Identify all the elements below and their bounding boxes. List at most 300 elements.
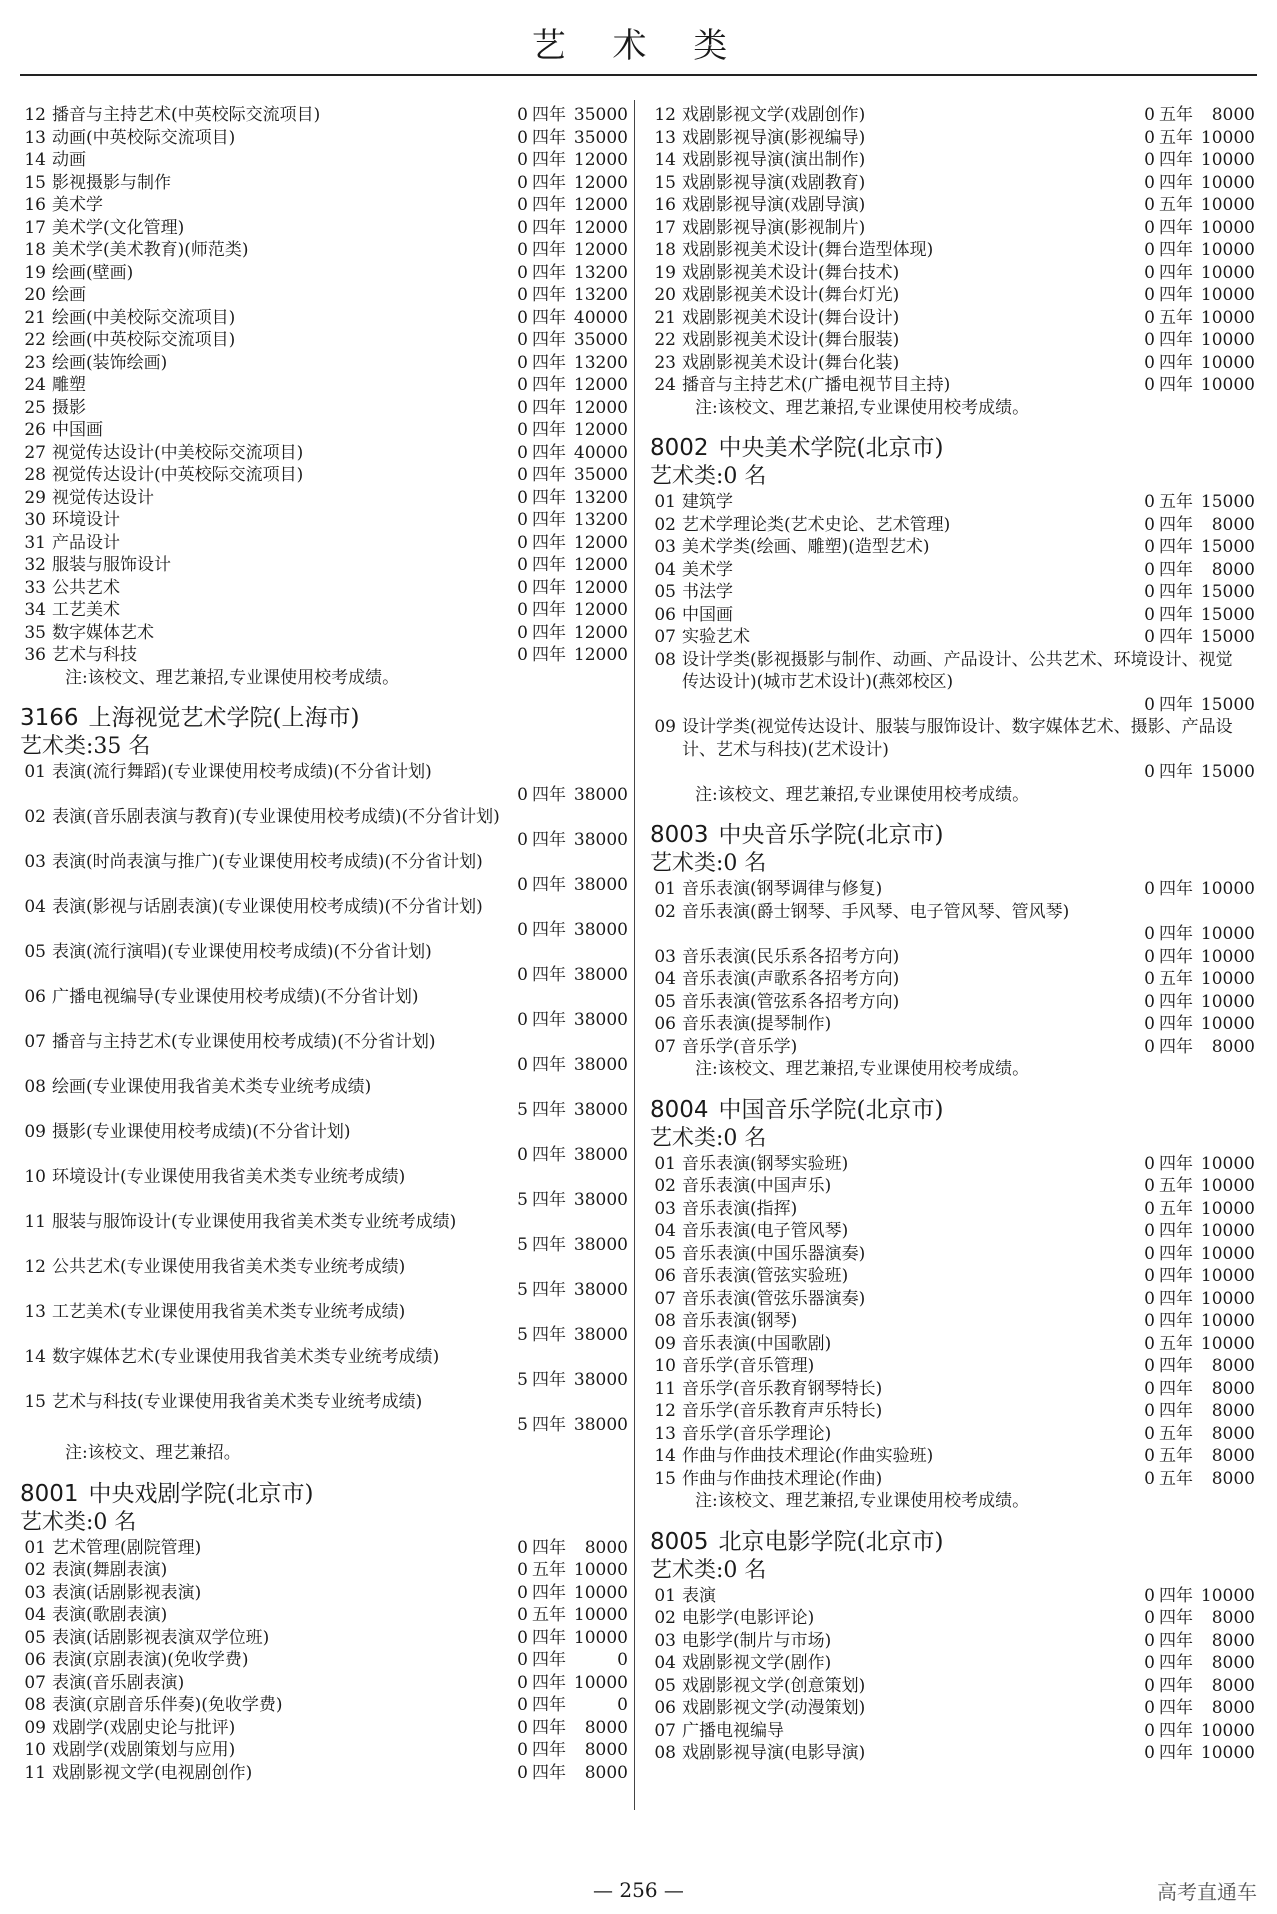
tuition: 8000 (584, 1740, 628, 1760)
plan-count: 0 (1144, 492, 1155, 512)
major-list-8005 (650, 1585, 1255, 1765)
major-row-tail (20, 1234, 628, 1257)
duration: 四年 (532, 1369, 566, 1390)
plan-count: 0 (1144, 537, 1155, 557)
duration: 四年 (532, 1414, 566, 1435)
major-code: 03 (654, 1630, 676, 1651)
major-name: 音乐表演(管弦乐器演奏) (682, 1288, 866, 1309)
major-code: 28 (24, 465, 46, 485)
major-code: 24 (24, 375, 46, 395)
major-name: 戏剧影视导演(戏剧教育) (682, 172, 866, 193)
major-code: 23 (24, 352, 46, 373)
major-code: 01 (24, 762, 46, 782)
duration: 四年 (532, 1009, 566, 1030)
major-code: 09 (654, 717, 676, 737)
major-row (650, 1036, 1255, 1059)
major-code: 30 (24, 510, 46, 530)
major-code: 11 (654, 1378, 676, 1399)
duration: 四年 (532, 1650, 566, 1670)
major-name: 戏剧影视导演(影视编导) (682, 127, 866, 148)
page-header: 艺 术 类 (531, 26, 746, 66)
major-name: 建筑学 (682, 492, 733, 512)
plan-count: 0 (1144, 582, 1155, 602)
major-name: 戏剧影视文学(动漫策划) (682, 1698, 866, 1718)
plan-count: 0 (517, 532, 528, 553)
major-row (650, 604, 1255, 627)
major-code: 07 (24, 1032, 46, 1052)
plan-count: 0 (517, 1650, 528, 1670)
major-name: 音乐表演(电子管风琴) (682, 1221, 849, 1241)
major-code: 04 (654, 1653, 676, 1673)
plan-count: 0 (1144, 352, 1155, 373)
major-code: 18 (654, 240, 676, 260)
duration: 四年 (1159, 1401, 1193, 1421)
duration: 四年 (532, 1279, 566, 1300)
major-name: 绘画(中美校际交流项目) (52, 307, 236, 328)
plan-count: 0 (1144, 240, 1155, 260)
tuition: 38000 (573, 1054, 628, 1075)
duration: 四年 (1159, 1153, 1193, 1174)
major-code: 13 (24, 127, 46, 148)
major-code: 11 (24, 1762, 46, 1783)
major-name: 雕塑 (52, 375, 86, 395)
duration: 四年 (532, 784, 566, 805)
school-title-8004: 8004 中国音乐学院(北京市) (650, 1096, 944, 1123)
major-row (20, 1604, 628, 1627)
major-code: 33 (24, 577, 46, 598)
major-row (650, 491, 1255, 514)
tuition: 35000 (573, 330, 628, 350)
duration: 四年 (532, 555, 566, 575)
major-row-tail (20, 919, 628, 942)
major-name: 艺术管理(剧院管理) (52, 1537, 202, 1558)
tuition: 10000 (573, 1605, 628, 1625)
duration: 四年 (532, 874, 566, 895)
major-name: 美术学类(绘画、雕塑)(造型艺术) (682, 537, 930, 557)
major-code: 14 (24, 1347, 46, 1367)
plan-count: 0 (1144, 1378, 1155, 1399)
plan-count: 0 (517, 1537, 528, 1558)
tuition: 13200 (573, 262, 628, 283)
major-name: 表演(话剧影视表演双学位班) (52, 1627, 270, 1648)
plan-count: 0 (1144, 946, 1155, 967)
tuition: 8000 (1211, 1446, 1255, 1466)
duration: 四年 (1159, 1720, 1193, 1741)
major-row (650, 626, 1255, 649)
duration: 四年 (1159, 1585, 1193, 1606)
major-name: 设计学类(影视摄影与制作、动画、产品设计、公共艺术、环境设计、视觉传达设计)(城市艺术设计)(燕郊校区) (682, 649, 1233, 692)
major-row (20, 284, 628, 307)
quota-3166: 艺术类:35 名 (20, 734, 151, 759)
duration: 四年 (1159, 1356, 1193, 1376)
plan-count: 0 (517, 874, 528, 895)
plan-count: 0 (1144, 330, 1155, 350)
tuition: 15000 (1200, 582, 1255, 602)
tuition: 35000 (573, 105, 628, 125)
major-code: 01 (24, 1537, 46, 1558)
tuition: 8000 (1211, 1423, 1255, 1444)
plan-count: 5 (517, 1234, 528, 1255)
major-code: 08 (24, 1077, 46, 1097)
major-code: 14 (654, 150, 676, 170)
major-code: 25 (24, 397, 46, 418)
major-code: 31 (24, 532, 46, 553)
plan-count: 5 (517, 1279, 528, 1300)
major-row-tail (20, 1414, 628, 1437)
note: 注:该校文、理艺兼招,专业课使用校考成绩。 (695, 397, 1030, 418)
major-name: 视觉传达设计(中英校际交流项目) (52, 465, 304, 485)
duration: 四年 (1159, 150, 1193, 170)
duration: 四年 (532, 127, 566, 148)
duration: 五年 (1159, 1468, 1193, 1489)
tuition: 12000 (573, 622, 628, 643)
major-row (650, 1720, 1255, 1743)
major-row (650, 1607, 1255, 1630)
tuition: 8000 (1211, 1630, 1255, 1651)
tuition: 8000 (1211, 1653, 1255, 1673)
major-code: 14 (654, 1446, 676, 1466)
major-row (20, 1301, 628, 1324)
plan-count: 0 (1144, 1221, 1155, 1241)
plan-count: 0 (517, 285, 528, 305)
major-name: 播音与主持艺术(中英校际交流项目) (52, 105, 321, 125)
major-name: 戏剧影视美术设计(舞台服装) (682, 330, 900, 350)
major-row (20, 464, 628, 487)
duration: 四年 (532, 645, 566, 665)
major-row (650, 1742, 1255, 1765)
plan-count: 0 (1144, 1698, 1155, 1718)
tuition: 10000 (1200, 285, 1255, 305)
major-row (650, 1585, 1255, 1608)
major-row (20, 806, 628, 829)
duration: 四年 (532, 352, 566, 373)
tuition: 10000 (1200, 1585, 1255, 1606)
duration: 四年 (1159, 627, 1193, 647)
major-code: 13 (24, 1302, 46, 1322)
plan-count: 0 (1144, 969, 1155, 989)
major-code: 10 (24, 1740, 46, 1760)
major-code: 07 (654, 627, 676, 647)
duration: 四年 (1159, 1311, 1193, 1331)
tuition: 15000 (1200, 492, 1255, 512)
major-name: 播音与主持艺术(专业课使用校考成绩)(不分省计划) (52, 1032, 436, 1052)
major-list-8002 (650, 491, 1255, 649)
note: 注:该校文、理艺兼招,专业课使用校考成绩。 (65, 667, 400, 688)
major-name: 公共艺术(专业课使用我省美术类专业统考成绩) (52, 1257, 406, 1277)
major-row (20, 851, 628, 874)
major-name: 戏剧影视文学(戏剧创作) (682, 105, 866, 125)
tuition: 10000 (1200, 195, 1255, 215)
tuition: 13200 (573, 285, 628, 305)
plan-count: 0 (517, 105, 528, 125)
duration: 四年 (532, 105, 566, 125)
major-row (20, 1076, 628, 1099)
major-name: 戏剧影视导演(戏剧导演) (682, 195, 866, 215)
major-code: 10 (24, 1167, 46, 1187)
plan-count: 0 (1144, 1720, 1155, 1741)
major-code: 05 (654, 991, 676, 1012)
duration: 四年 (1159, 559, 1193, 580)
plan-count: 0 (517, 1054, 528, 1075)
major-name: 数字媒体艺术(专业课使用我省美术类专业统考成绩) (52, 1347, 440, 1367)
major-code: 06 (654, 1698, 676, 1718)
major-row (650, 581, 1255, 604)
duration: 四年 (1159, 1608, 1193, 1628)
plan-count: 0 (517, 127, 528, 148)
duration: 四年 (532, 1762, 566, 1783)
major-code: 27 (24, 442, 46, 463)
duration: 四年 (532, 1717, 566, 1738)
major-name: 产品设计 (52, 532, 120, 553)
duration: 四年 (532, 150, 566, 170)
plan-count: 0 (1144, 1311, 1155, 1331)
major-name: 戏剧影视导演(影视制片) (682, 217, 866, 238)
duration: 四年 (532, 1189, 566, 1210)
major-name: 表演(时尚表演与推广)(专业课使用校考成绩)(不分省计划) (52, 852, 483, 872)
column-divider (634, 100, 635, 1810)
plan-count: 0 (1144, 627, 1155, 647)
plan-count: 0 (517, 919, 528, 940)
major-name: 戏剧影视导演(演出制作) (682, 150, 866, 170)
major-code: 19 (24, 262, 46, 283)
duration: 四年 (532, 285, 566, 305)
major-name: 戏剧影视美术设计(舞台灯光) (682, 285, 900, 305)
major-code: 08 (24, 1695, 46, 1715)
duration: 四年 (532, 1672, 566, 1693)
major-code: 03 (24, 852, 46, 872)
right-column (650, 104, 1255, 1765)
major-name: 戏剧影视美术设计(舞台设计) (682, 307, 900, 328)
tuition: 10000 (1200, 946, 1255, 967)
tuition: 8000 (584, 1717, 628, 1738)
major-code: 07 (24, 1672, 46, 1693)
major-row-tail (20, 1009, 628, 1032)
plan-count: 0 (517, 465, 528, 485)
plan-count: 0 (1144, 1176, 1155, 1196)
left-top-list (20, 104, 628, 667)
duration: 四年 (532, 465, 566, 485)
duration: 四年 (532, 240, 566, 260)
major-row (20, 352, 628, 375)
quota-8005: 艺术类:0 名 (650, 1557, 767, 1583)
major-row (650, 1310, 1255, 1333)
tuition: 8000 (1211, 1675, 1255, 1696)
major-row (20, 1627, 628, 1650)
duration: 四年 (1159, 330, 1193, 350)
major-code: 17 (654, 217, 676, 238)
tuition: 15000 (1200, 694, 1255, 715)
duration: 四年 (1159, 1675, 1193, 1696)
plan-count: 0 (517, 1762, 528, 1783)
major-name: 表演(京剧音乐伴奏)(免收学费) (52, 1695, 283, 1715)
plan-count: 0 (1144, 1198, 1155, 1219)
major-row (20, 599, 628, 622)
major-row (20, 986, 628, 1009)
page-number: — 256 — (593, 1878, 684, 1902)
major-code: 08 (654, 1311, 676, 1331)
tuition: 12000 (573, 150, 628, 170)
major-row-tail (20, 1279, 628, 1302)
major-name: 表演(影视与话剧表演)(专业课使用校考成绩)(不分省计划) (52, 897, 483, 917)
major-name: 服装与服饰设计(专业课使用我省美术类专业统考成绩) (52, 1212, 457, 1232)
duration: 四年 (1159, 352, 1193, 373)
major-row (650, 1153, 1255, 1176)
plan-count: 0 (517, 645, 528, 665)
tuition: 12000 (573, 420, 628, 440)
major-code: 08 (654, 1743, 676, 1763)
note: 注:该校文、理艺兼招,专业课使用校考成绩。 (695, 1491, 1030, 1511)
tuition: 35000 (573, 465, 628, 485)
school-title-8003: 8003 中央音乐学院(北京市) (650, 822, 944, 848)
major-code: 12 (24, 1257, 46, 1277)
major-name: 动画 (52, 150, 86, 170)
major-name: 戏剧学(戏剧策划与应用) (52, 1740, 236, 1760)
tuition: 38000 (573, 964, 628, 985)
plan-count: 0 (517, 150, 528, 170)
plan-count: 0 (1144, 1653, 1155, 1673)
plan-count: 0 (517, 829, 528, 850)
major-code: 18 (24, 240, 46, 260)
duration: 四年 (1159, 172, 1193, 193)
duration: 四年 (1159, 1266, 1193, 1286)
major-row-tail (20, 1189, 628, 1212)
major-name: 作曲与作曲技术理论(作曲实验班) (682, 1446, 934, 1466)
major-name: 音乐表演(管弦系各招考方向) (682, 991, 900, 1012)
plan-count: 0 (517, 622, 528, 643)
quota-8001: 艺术类:0 名 (20, 1509, 137, 1535)
major-row (20, 1346, 628, 1369)
major-name: 作曲与作曲技术理论(作曲) (682, 1468, 883, 1489)
major-code: 05 (654, 1675, 676, 1696)
plan-count: 0 (517, 1672, 528, 1693)
duration: 四年 (1159, 514, 1193, 535)
major-name: 戏剧影视文学(创意策划) (682, 1675, 866, 1696)
plan-count: 5 (517, 1189, 528, 1210)
major-name: 表演(音乐剧表演) (52, 1672, 185, 1693)
major-code: 06 (24, 987, 46, 1007)
duration: 五年 (1159, 969, 1193, 989)
major-row (20, 1211, 628, 1234)
major-code: 02 (654, 1176, 676, 1196)
major-code: 13 (654, 1423, 676, 1444)
major-row-tail (20, 1099, 628, 1122)
major-row (650, 1355, 1255, 1378)
plan-count: 0 (517, 330, 528, 350)
plan-count: 0 (1144, 1468, 1155, 1489)
tuition: 15000 (1200, 627, 1255, 647)
major-name: 摄影(专业课使用校考成绩)(不分省计划) (52, 1122, 351, 1142)
major-row-tail (650, 761, 1255, 784)
plan-count: 0 (1144, 217, 1155, 238)
duration: 五年 (1159, 1333, 1193, 1354)
major-row (650, 1652, 1255, 1675)
brand-label: 高考直通车 (1157, 1880, 1257, 1904)
major-code: 16 (24, 195, 46, 215)
plan-count: 0 (1144, 1036, 1155, 1057)
plan-count: 0 (517, 397, 528, 418)
major-row-tail (20, 784, 628, 807)
major-name: 公共艺术 (52, 577, 120, 598)
plan-count: 0 (1144, 172, 1155, 193)
plan-count: 0 (517, 600, 528, 620)
tuition: 10000 (1200, 262, 1255, 283)
major-row (20, 1031, 628, 1054)
plan-count: 0 (1144, 105, 1155, 125)
plan-count: 0 (517, 240, 528, 260)
major-row (20, 239, 628, 262)
tuition: 12000 (573, 217, 628, 238)
tuition: 10000 (1200, 150, 1255, 170)
duration: 四年 (1159, 285, 1193, 305)
tuition: 38000 (573, 1414, 628, 1435)
major-code: 05 (24, 942, 46, 962)
major-name: 中国画 (52, 420, 103, 440)
tuition: 12000 (573, 195, 628, 215)
major-list-8003 (650, 946, 1255, 1059)
duration: 四年 (1159, 946, 1193, 967)
major-name: 音乐学(音乐学) (682, 1036, 798, 1057)
major-code: 09 (24, 1717, 46, 1738)
tuition: 10000 (1200, 172, 1255, 193)
major-name: 视觉传达设计(中美校际交流项目) (52, 442, 304, 463)
plan-count: 0 (1144, 762, 1155, 782)
tuition: 8000 (1211, 559, 1255, 580)
major-code: 01 (654, 1585, 676, 1606)
major-name: 动画(中英校际交流项目) (52, 127, 236, 148)
major-row-tail (20, 874, 628, 897)
tuition: 8000 (1211, 1036, 1255, 1057)
tuition: 10000 (1200, 375, 1255, 395)
major-row (650, 104, 1255, 127)
tuition: 0 (617, 1650, 628, 1670)
major-name: 美术学(文化管理) (52, 217, 185, 238)
major-row (20, 194, 628, 217)
plan-count: 0 (517, 510, 528, 530)
major-row (20, 532, 628, 555)
major-code: 06 (654, 604, 676, 625)
duration: 四年 (532, 1324, 566, 1345)
major-name: 艺术与科技(专业课使用我省美术类专业统考成绩) (52, 1392, 423, 1412)
duration: 四年 (532, 1582, 566, 1603)
tuition: 12000 (573, 600, 628, 620)
major-code: 05 (24, 1627, 46, 1648)
major-row (650, 194, 1255, 217)
duration: 四年 (532, 1099, 566, 1120)
tuition: 10000 (1200, 330, 1255, 350)
duration: 四年 (532, 375, 566, 395)
plan-count: 0 (1144, 1743, 1155, 1763)
duration: 四年 (1159, 1378, 1193, 1399)
plan-count: 0 (517, 172, 528, 193)
major-name: 美术学 (682, 559, 733, 580)
major-code: 32 (24, 555, 46, 575)
major-name: 表演 (682, 1585, 716, 1606)
major-name: 音乐表演(提琴制作) (682, 1014, 832, 1034)
tuition: 13200 (573, 510, 628, 530)
plan-count: 0 (517, 555, 528, 575)
major-row (20, 104, 628, 127)
major-code: 12 (24, 105, 46, 125)
major-name: 实验艺术 (682, 627, 750, 647)
major-row-tail (20, 1369, 628, 1392)
major-code: 21 (24, 307, 46, 328)
plan-count: 0 (517, 1009, 528, 1030)
duration: 五年 (1159, 195, 1193, 215)
header-rule (20, 74, 1257, 76)
major-row (20, 149, 628, 172)
plan-count: 0 (517, 1144, 528, 1165)
major-name: 环境设计(专业课使用我省美术类专业统考成绩) (52, 1167, 406, 1187)
